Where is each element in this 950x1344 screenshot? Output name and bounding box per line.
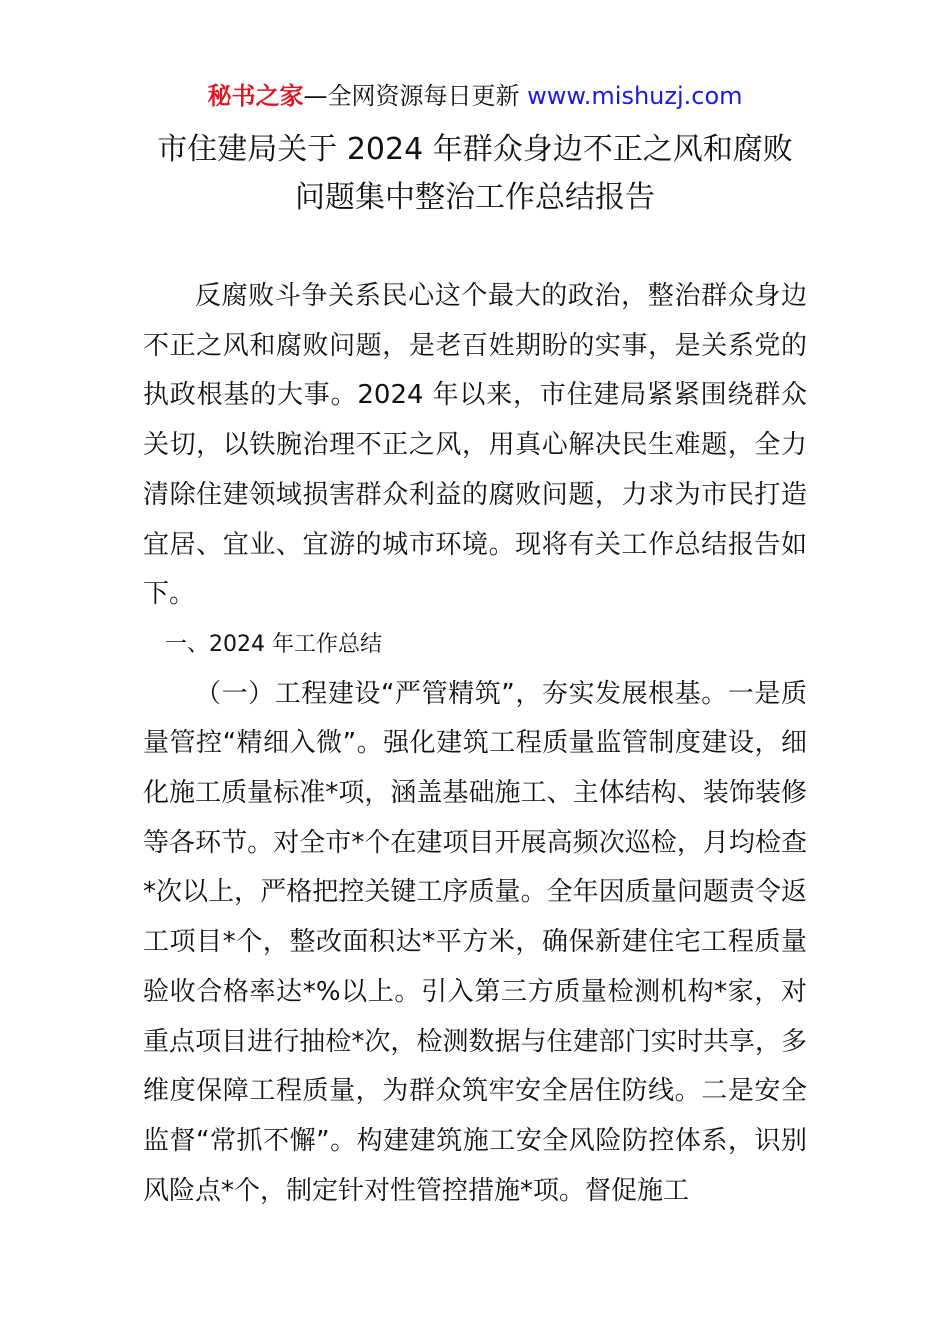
site-brand: 秘书之家 — [207, 82, 304, 110]
site-banner — [0, 80, 950, 112]
site-url-link[interactable]: www.mishuzj.com — [527, 82, 743, 110]
section-paragraph: （一）工程建设“严管精筑”，夯实发展根基。一是质量管控“精细入微”。强化建筑工程质量监管制度建设，细化施工质量标准*项，涵盖基础施工、主体结构、装饰装修等各环节。对全市*个在建项目开展高频次巡检，月均检查*次以上，严格把控关键工序质量。全年因质量问题责令返工项目*个，整改面积达*平方米，确保新建住宅工程质量验收合格率达*%以上。引入第三方质量检测机构*家，对重点项目进行抽检*次，检测数据与住建部门实时共享，多维度保障工程质量，为群众筑牢安全居住防线。二是安全监督“常抓不懈”。构建建筑施工安全风险防控体系，识别风险点*个，制定针对性管控措施*项。督促施工 — [143, 678, 807, 1206]
site-tagline: —全网资源每日更新 — [303, 82, 528, 110]
title-line-1: 市住建局关于 2024 年群众身边不正之风和腐败 — [157, 132, 793, 167]
section-heading: 一、2024 年工作总结 — [165, 631, 382, 657]
document-title — [100, 126, 850, 222]
intro-paragraph: 反腐败斗争关系民心这个最大的政治，整治群众身边不正之风和腐败问题，是老百姓期盼的实事，是关系党的执政根基的大事。2024 年以来，市住建局紧紧围绕群众关切，以铁腕治理不正之风，用真心解决民生难题，全力清除住建领域损害群众利益的腐败问题，力求为市民打造宜居、宜业、宜游的城市环境。现将有关工作总结报告如下。 — [143, 281, 807, 610]
title-line-2: 问题集中整治工作总结报告 — [295, 180, 655, 215]
document-body — [143, 272, 807, 1216]
